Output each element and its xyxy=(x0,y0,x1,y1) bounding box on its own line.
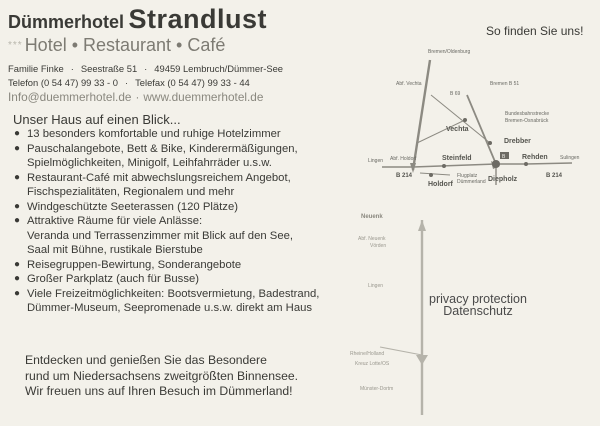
feature-item xyxy=(14,127,349,142)
map-label-flugplatz: Flugplatz xyxy=(457,173,478,179)
hotel-subtitle: Hotel • Restaurant • Café xyxy=(24,35,226,55)
map-road-a1 xyxy=(413,60,430,170)
feature-line: Attraktive Räume für viele Anlässe: xyxy=(27,215,203,227)
closing-line: rund um Niedersachsens zweitgrößten Binnensee. xyxy=(25,368,299,383)
feature-item xyxy=(14,258,349,273)
feature-line: Fischspezialitäten, Regionalem und mehr xyxy=(27,186,235,198)
map-point-rehden xyxy=(524,162,528,166)
map-label-bundesbahn: Bundesbahnstrecke xyxy=(505,111,550,117)
bullet-icon: ● xyxy=(14,200,21,212)
map-point-holdorf xyxy=(429,173,433,177)
bullet-icon: ● xyxy=(14,128,21,139)
map-label-vorden: Vörden xyxy=(370,243,387,249)
map-label-lingen-2: Lingen xyxy=(368,283,384,289)
map-label-kreuz-lotte: Kreuz Lotte/OS xyxy=(355,361,390,367)
map-badge-label: B xyxy=(502,154,506,160)
map-point-diepholz xyxy=(492,160,500,168)
closing-text xyxy=(25,353,298,400)
feature-item xyxy=(14,214,349,258)
bullet-icon: ● xyxy=(14,142,21,154)
route-map xyxy=(350,35,595,415)
feature-line: Großer Parkplatz (auch für Busse) xyxy=(27,273,200,285)
map-label-rheine-holland: Rheine/Holland xyxy=(350,351,385,357)
map-label-bremen-b51: Bremen B 51 xyxy=(490,81,520,87)
map-label-steinfeld: Steinfeld xyxy=(442,155,472,162)
feature-line: Windgeschützte Seeterassen (120 Plätze) xyxy=(27,200,238,213)
map-label-bremen-osnabrueck: Bremen-Osnabrück xyxy=(505,118,549,124)
feature-line: Reisegruppen-Bewirtung, Sonderangebote xyxy=(27,258,242,271)
map-railway xyxy=(431,95,490,143)
map-arrow-south xyxy=(418,220,426,231)
hotel-header xyxy=(8,6,343,104)
map-point-steinfeld xyxy=(442,164,446,168)
feature-line: Dümmer-Museum, Seepromenade u.s.w. direkt am Haus xyxy=(27,302,313,314)
feature-list xyxy=(14,127,349,316)
feature-line: 13 besonders komfortable und ruhige Hotelzimmer xyxy=(27,128,281,140)
phone: Telefon (0 54 47) 99 33 - 0 xyxy=(8,77,118,89)
map-label-b214-right: B 214 xyxy=(546,173,563,179)
privacy-line-2: Datenschutz xyxy=(443,304,513,318)
map-arrow-west xyxy=(410,163,416,173)
fax: Telefax (0 54 47) 99 33 - 44 xyxy=(135,77,250,89)
map-label-b214-left: B 214 xyxy=(396,173,413,179)
features-heading: Unser Haus auf einen Blick... xyxy=(13,112,181,127)
map-label-abf-holdorf: Abf. Holdorf xyxy=(390,156,417,162)
feature-item xyxy=(14,287,349,316)
map-label-diepholz: Diepholz xyxy=(488,176,518,183)
street: Seestraße 51 xyxy=(80,63,138,74)
map-label-sulingen: Sulingen xyxy=(560,155,580,161)
feature-item xyxy=(14,200,349,215)
email-web-row xyxy=(8,90,343,104)
feature-line: Spielmöglichkeiten, Minigolf, Leihfahrräder u.s.w. xyxy=(27,157,272,169)
map-road-holdorf xyxy=(420,173,450,175)
closing-line: Entdecken und genießen Sie das Besondere xyxy=(25,353,267,367)
feature-item xyxy=(14,142,349,171)
map-point-vechta xyxy=(463,118,467,122)
bullet-icon: ● xyxy=(14,273,21,284)
rating-stars: *** xyxy=(8,40,23,51)
phone-row xyxy=(8,76,343,90)
map-label-duemmerland: Dümmerland xyxy=(457,179,486,185)
owner: Familie Finke xyxy=(8,63,64,74)
subtitle-row xyxy=(8,35,343,56)
map-label-neuenk: Neuenk xyxy=(361,214,383,220)
map-label-lingen: Lingen xyxy=(368,158,384,164)
closing-line: Wir freuen uns auf Ihren Besuch im Dümmerland! xyxy=(25,384,293,398)
hotel-name-main: Strandlust xyxy=(128,4,267,34)
map-road-b51 xyxy=(467,95,496,164)
map-label-holdorf: Holdorf xyxy=(428,181,453,188)
contact-block xyxy=(8,62,343,90)
map-label-b69: B 69 xyxy=(450,91,461,97)
map-label-muenster-dortm: Münster-Dortm xyxy=(360,386,394,392)
bullet-icon: ● xyxy=(14,258,21,270)
email-link[interactable]: Info@duemmerhotel.de xyxy=(8,90,132,105)
feature-line: Saal mit Bühne, rustikale Bierstube xyxy=(27,244,203,256)
bullet-icon: ● xyxy=(14,171,21,183)
map-label-vechta: Vechta xyxy=(446,126,469,133)
address-row xyxy=(8,62,343,76)
separator: · xyxy=(144,63,148,74)
feature-line: Restaurant-Café mit abwechslungsreichem Angebot, xyxy=(27,171,291,184)
bullet-icon: ● xyxy=(14,215,21,226)
feature-line: Veranda und Terrassenzimmer mit Blick auf den See, xyxy=(27,229,294,242)
feature-line: Pauschalangebote, Bett & Bike, Kinderermäßigungen, xyxy=(27,142,298,155)
city: 49459 Lembruch/Dümmer-See xyxy=(154,63,284,74)
privacy-watermark xyxy=(429,293,527,317)
map-point-drebber xyxy=(488,141,492,145)
map-title: So finden Sie uns! xyxy=(486,24,584,38)
map-label-abf-neuenk: Abf. Neuenk xyxy=(358,236,386,242)
separator: · xyxy=(124,77,129,89)
map-label-abf-vechta: Abf. Vechta xyxy=(396,81,422,87)
hotel-name xyxy=(8,6,343,33)
privacy-line-1: privacy protection xyxy=(429,292,527,306)
website-link[interactable]: www.duemmerhotel.de xyxy=(143,90,264,105)
separator: · xyxy=(70,63,74,74)
bullet-icon: ● xyxy=(14,287,21,299)
feature-item xyxy=(14,171,349,200)
map-arrow-south-2 xyxy=(416,355,428,365)
map-label-rehden: Rehden xyxy=(522,154,548,161)
hotel-name-prefix: Dümmerhotel xyxy=(8,12,125,32)
map-label-drebber: Drebber xyxy=(504,138,531,145)
feature-item xyxy=(14,272,349,287)
feature-line: Viele Freizeitmöglichkeiten: Bootsvermietung, Badestrand, xyxy=(27,287,320,300)
map-road-a30 xyxy=(380,347,422,355)
separator: · xyxy=(135,90,140,105)
map-label-bremen-oldenburg: Bremen/Oldenburg xyxy=(428,49,471,55)
